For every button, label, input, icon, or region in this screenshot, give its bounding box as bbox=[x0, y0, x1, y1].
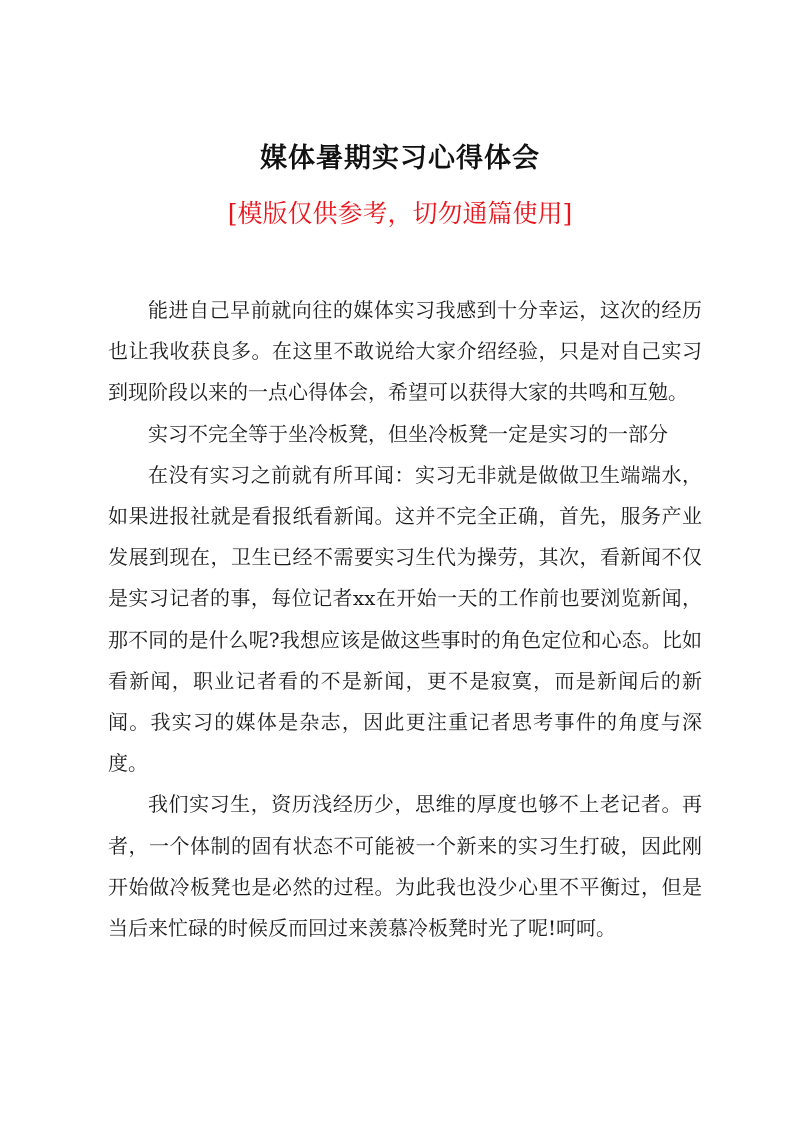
paragraph-1: 能进自己早前就向往的媒体实习我感到十分幸运，这次的经历也让我收获良多。在这里不敢说给大家介绍经验，只是对自己实习到现阶段以来的一点心得体会，希望可以获得大家的共鸣和互勉。 bbox=[108, 298, 702, 405]
template-notice: [模版仅供参考，切勿通篇使用] bbox=[227, 199, 573, 228]
document-body bbox=[108, 290, 702, 949]
paragraph-4: 我们实习生，资历浅经历少，思维的厚度也够不上老记者。再者，一个体制的固有状态不可能被一个新来的实习生打破，因此刚开始做冷板凳也是必然的过程。为此我也没少心里不平衡过，但是当后来忙碌的时候反而回过来羡慕冷板凳时光了呢!呵呵。 bbox=[108, 792, 702, 941]
document-title: 媒体暑期实习心得体会 bbox=[260, 143, 540, 174]
paragraph-3: 在没有实习之前就有所耳闻：实习无非就是做做卫生端端水，如果进报社就是看报纸看新闻。这并不完全正确，首先，服务产业发展到现在，卫生已经不需要实习生代为操劳，其次，看新闻不仅是实习记者的事，每位记者xx在开始一天的工作前也要浏览新闻，那不同的是什么呢?我想应该是做这些事时的角色定位和心态。比如看新闻，职业记者看的不是新闻，更不是寂寞，而是新闻后的新闻。我实习的媒体是杂志，因此更注重记者思考事件的角度与深度。 bbox=[108, 462, 702, 776]
paragraph-2: 实习不完全等于坐冷板凳，但坐冷板凳一定是实习的一部分 bbox=[148, 421, 668, 446]
